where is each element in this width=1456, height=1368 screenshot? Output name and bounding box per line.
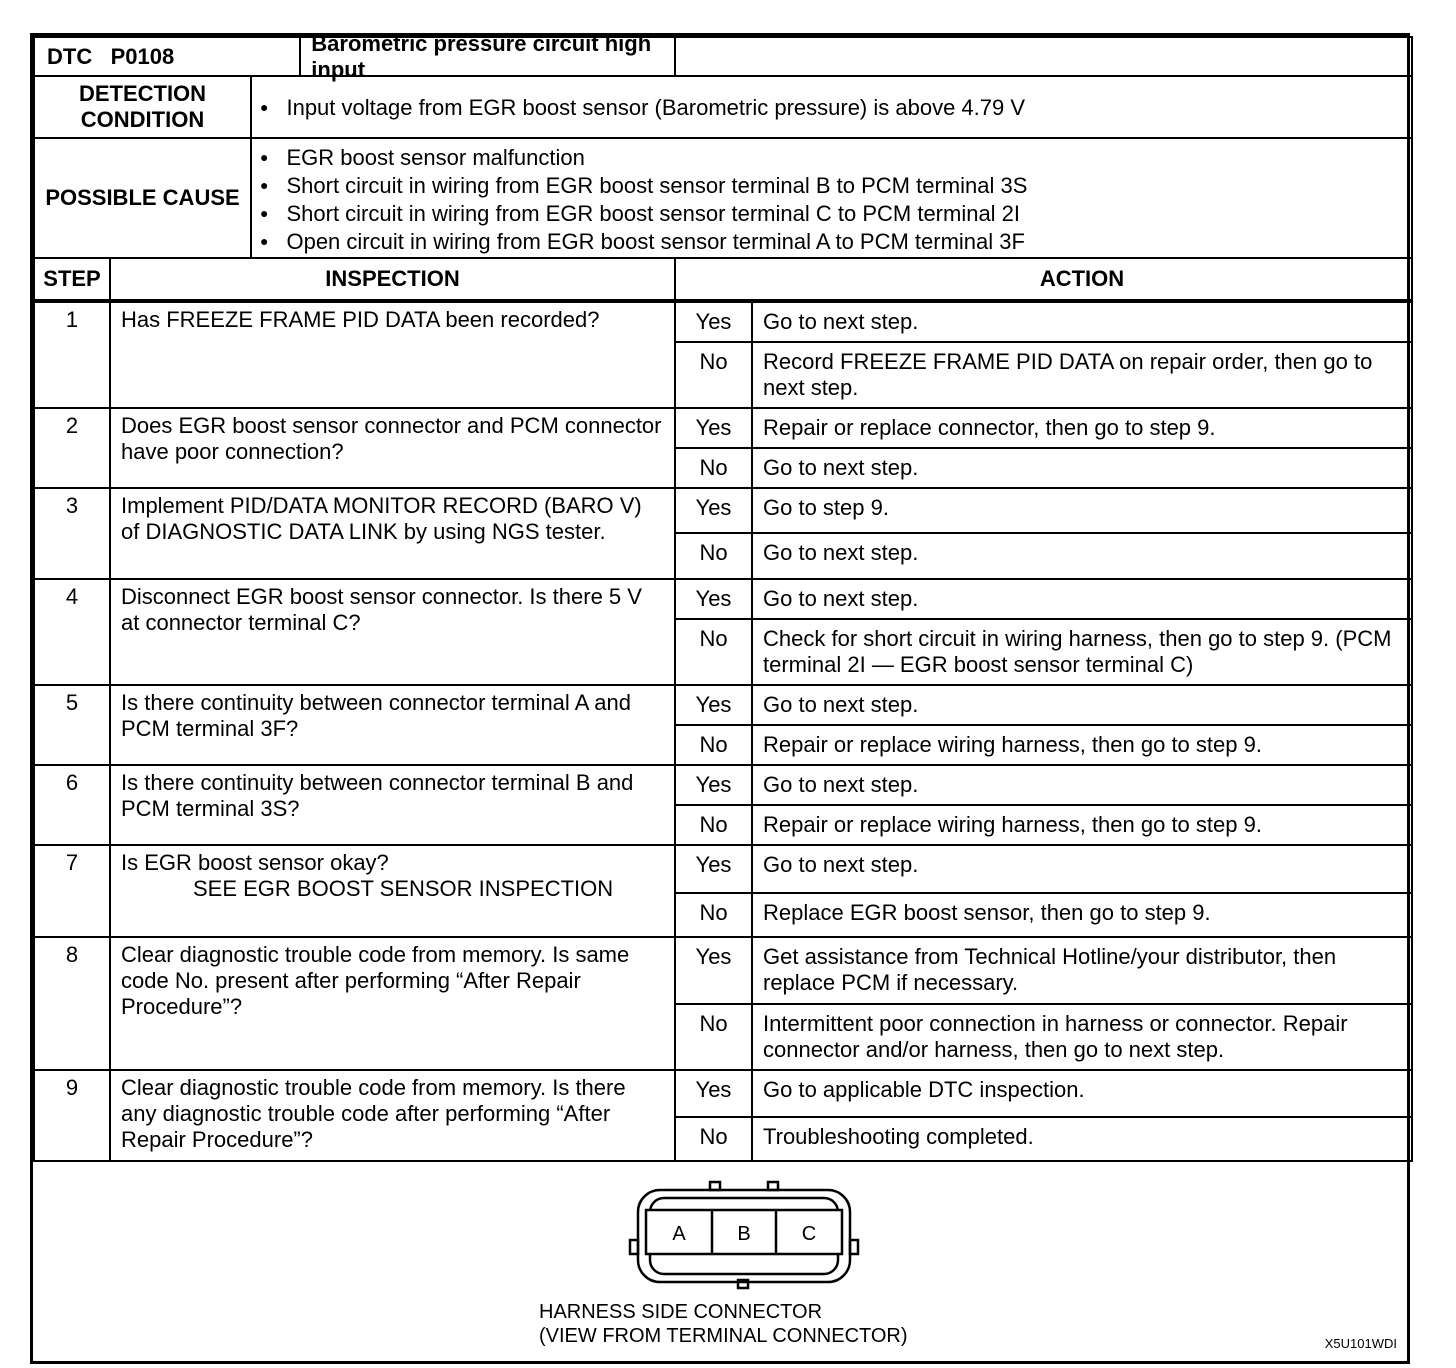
step-number: 8 bbox=[34, 937, 110, 1070]
terminal-b: B bbox=[737, 1223, 751, 1245]
inspection-text: Is there continuity between connector terminal A and PCM terminal 3F? bbox=[121, 690, 631, 741]
inspection-text: Is there continuity between connector terminal B and PCM terminal 3S? bbox=[121, 770, 634, 821]
cause-item: ● Short circuit in wiring from EGR boost sensor terminal C to PCM terminal 2I bbox=[260, 201, 1411, 229]
connector-diagram-icon bbox=[598, 1180, 868, 1290]
step-number: 1 bbox=[34, 302, 110, 408]
step-row bbox=[34, 408, 1412, 448]
inspection-text: Clear diagnostic trouble code from memory. Is same code No. present after performing “After Repair Procedure”? bbox=[121, 942, 630, 1019]
yes-action: Go to next step. bbox=[752, 845, 1412, 893]
step-row bbox=[34, 937, 1412, 1004]
detection-item: ● Input voltage from EGR boost sensor (Barometric pressure) is above 4.79 V bbox=[260, 95, 1411, 123]
no-action: Troubleshooting completed. bbox=[752, 1117, 1412, 1161]
yes-label: Yes bbox=[675, 1070, 752, 1117]
no-label: No bbox=[675, 805, 752, 845]
yes-label: Yes bbox=[675, 685, 752, 725]
no-action: Check for short circuit in wiring harness, then go to step 9. (PCM terminal 2I — EGR boost sensor terminal C) bbox=[752, 619, 1412, 685]
yes-label: Yes bbox=[675, 579, 752, 619]
step-row bbox=[34, 488, 1412, 533]
yes-action: Go to step 9. bbox=[752, 488, 1412, 533]
col-inspection: INSPECTION bbox=[110, 258, 675, 300]
yes-action: Get assistance from Technical Hotline/your distributor, then replace PCM if necessary. bbox=[752, 937, 1412, 1004]
yes-action: Go to next step. bbox=[752, 765, 1412, 805]
cause-item: ● EGR boost sensor malfunction bbox=[260, 145, 1411, 173]
cause-item: ● Short circuit in wiring from EGR boost sensor terminal B to PCM terminal 3S bbox=[260, 173, 1411, 201]
dtc-header-cell bbox=[34, 30, 675, 82]
step-number: 7 bbox=[34, 845, 110, 937]
no-label: No bbox=[675, 725, 752, 765]
yes-label: Yes bbox=[675, 845, 752, 893]
step-row bbox=[34, 1070, 1412, 1117]
no-action: Record FREEZE FRAME PID DATA on repair order, then go to next step. bbox=[752, 342, 1412, 408]
step-number: 9 bbox=[34, 1070, 110, 1161]
step-number: 6 bbox=[34, 765, 110, 845]
yes-action: Repair or replace connector, then go to step 9. bbox=[752, 408, 1412, 448]
col-step: STEP bbox=[34, 258, 110, 300]
dtc-title: Barometric pressure circuit high input bbox=[311, 30, 652, 82]
no-label: No bbox=[675, 893, 752, 937]
step-row bbox=[34, 765, 1412, 805]
connector-figure bbox=[33, 1162, 1407, 1361]
dtc-label: DTC bbox=[47, 44, 93, 69]
yes-action: Go to next step. bbox=[752, 302, 1412, 342]
inspection-text: Disconnect EGR boost sensor connector. Is there 5 V at connector terminal C? bbox=[121, 584, 642, 635]
no-label: No bbox=[675, 1004, 752, 1070]
yes-label: Yes bbox=[675, 302, 752, 342]
inspection-text: Is EGR boost sensor okay? bbox=[121, 850, 389, 875]
figure-caption-sub: (VIEW FROM TERMINAL CONNECTOR) bbox=[539, 1325, 908, 1347]
no-action: Repair or replace wiring harness, then go to step 9. bbox=[752, 725, 1412, 765]
yes-label: Yes bbox=[675, 408, 752, 448]
figure-caption: HARNESS SIDE CONNECTOR bbox=[539, 1301, 823, 1323]
no-action: Intermittent poor connection in harness or connector. Repair connector and/or harness, then go to next step. bbox=[752, 1004, 1412, 1070]
step-row bbox=[34, 685, 1412, 725]
no-action: Go to next step. bbox=[752, 533, 1412, 579]
no-label: No bbox=[675, 448, 752, 488]
step-row bbox=[34, 302, 1412, 342]
terminal-a: A bbox=[672, 1223, 686, 1245]
dtc-document bbox=[30, 30, 1410, 1364]
no-action: Repair or replace wiring harness, then go to step 9. bbox=[752, 805, 1412, 845]
step-number: 4 bbox=[34, 579, 110, 685]
no-label: No bbox=[675, 619, 752, 685]
no-action: Go to next step. bbox=[752, 448, 1412, 488]
diagnostic-table bbox=[33, 30, 1413, 301]
step-number: 2 bbox=[34, 408, 110, 488]
yes-action: Go to applicable DTC inspection. bbox=[752, 1070, 1412, 1117]
col-action: ACTION bbox=[675, 258, 1412, 300]
cause-label: POSSIBLE CAUSE bbox=[34, 138, 251, 258]
figure-code: X5U101WDI bbox=[1324, 1336, 1397, 1351]
inspection-text: Does EGR boost sensor connector and PCM connector have poor connection? bbox=[121, 413, 662, 464]
no-label: No bbox=[675, 342, 752, 408]
no-label: No bbox=[675, 1117, 752, 1161]
yes-action: Go to next step. bbox=[752, 685, 1412, 725]
dtc-code: P0108 bbox=[110, 44, 175, 69]
terminal-c: C bbox=[801, 1223, 817, 1245]
inspection-text: Implement PID/DATA MONITOR RECORD (BARO V) of DIAGNOSTIC DATA LINK by using NGS tester. bbox=[121, 493, 642, 544]
cause-item: ● Open circuit in wiring from EGR boost sensor terminal A to PCM terminal 3F bbox=[260, 229, 1411, 257]
yes-action: Go to next step. bbox=[752, 579, 1412, 619]
inspection-text: Has FREEZE FRAME PID DATA been recorded? bbox=[121, 307, 600, 332]
see-reference: SEE EGR BOOST SENSOR INSPECTION bbox=[193, 876, 614, 901]
cause-list bbox=[252, 145, 1411, 257]
no-label: No bbox=[675, 533, 752, 579]
no-action: Replace EGR boost sensor, then go to step 9. bbox=[752, 893, 1412, 937]
steps-table bbox=[33, 301, 1413, 1162]
step-number: 3 bbox=[34, 488, 110, 579]
step-row bbox=[34, 579, 1412, 619]
detection-label: DETECTION CONDITION bbox=[34, 76, 251, 138]
yes-label: Yes bbox=[675, 937, 752, 1004]
step-number: 5 bbox=[34, 685, 110, 765]
step-row bbox=[34, 845, 1412, 893]
inspection-text: Clear diagnostic trouble code from memory. Is there any diagnostic trouble code after performing “After Repair Procedure”? bbox=[121, 1075, 626, 1152]
yes-label: Yes bbox=[675, 765, 752, 805]
yes-label: Yes bbox=[675, 488, 752, 533]
detection-list bbox=[252, 95, 1411, 123]
